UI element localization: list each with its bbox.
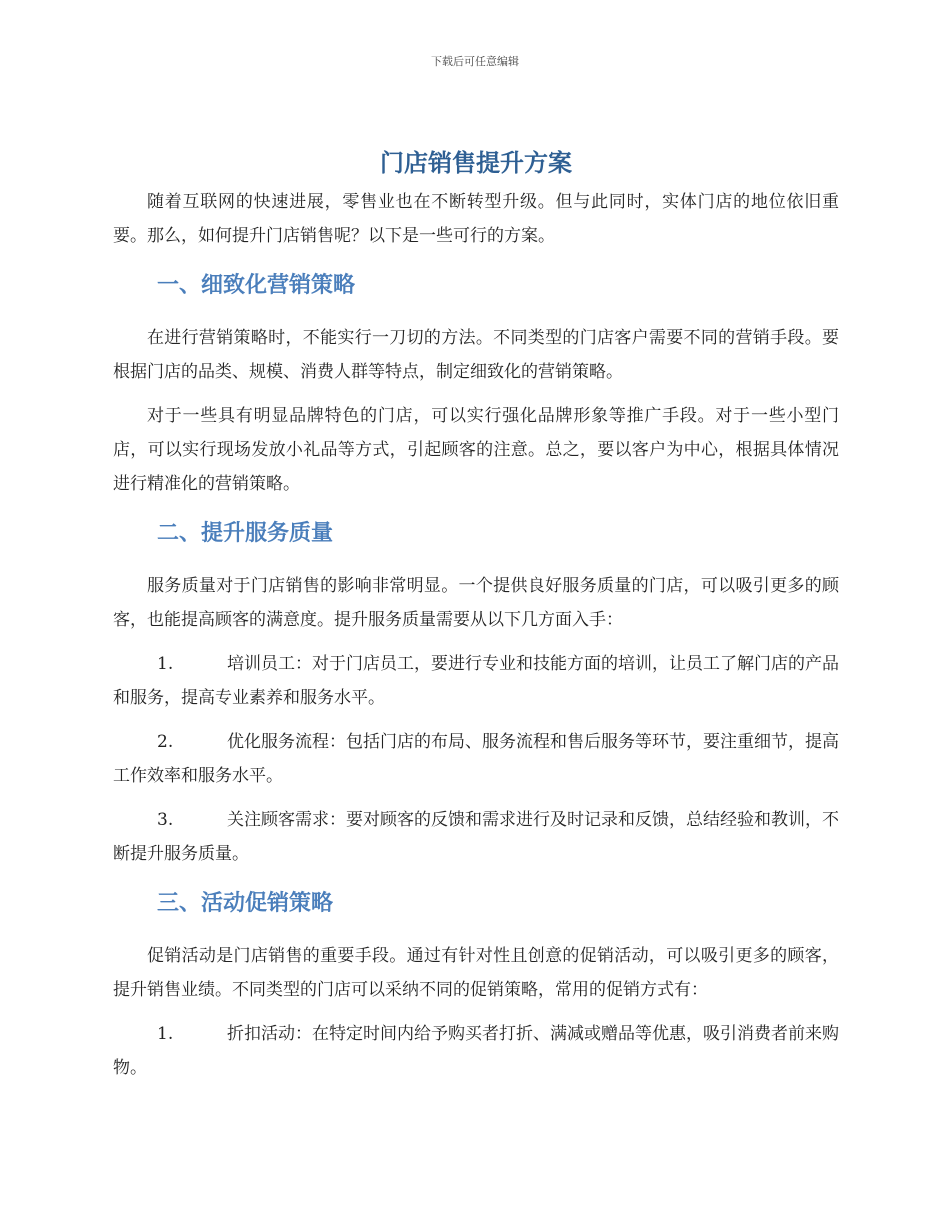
list-text: 折扣活动：在特定时间内给予购买者打折、满减或赠品等优惠，吸引消费者前来购物。 bbox=[113, 1024, 839, 1078]
list-item bbox=[113, 803, 839, 871]
section-paragraph: 服务质量对于门店销售的影响非常明显。一个提供良好服务质量的门店，可以吸引更多的顾客，也能提高顾客的满意度。提升服务质量需要从以下几方面入手： bbox=[113, 576, 839, 630]
header-note: 下载后可任意编辑 bbox=[431, 55, 519, 68]
section-heading: 三、活动促销策略 bbox=[157, 891, 334, 916]
section-paragraph: 促销活动是门店销售的重要手段。通过有针对性且创意的促销活动，可以吸引更多的顾客，提升销售业绩。不同类型的门店可以采纳不同的促销策略，常用的促销方式有： bbox=[113, 946, 839, 1000]
section-paragraph: 对于一些具有明显品牌特色的门店，可以实行强化品牌形象等推广手段。对于一些小型门店，可以实行现场发放小礼品等方式，引起顾客的注意。总之，要以客户为中心，根据具体情况进行精准化的营销策略。 bbox=[113, 406, 839, 494]
list-item bbox=[113, 647, 839, 715]
section-marketing-strategy bbox=[113, 265, 839, 501]
section-promotion-strategy bbox=[113, 883, 839, 1085]
list-text: 培训员工：对于门店员工，要进行专业和技能方面的培训，让员工了解门店的产品和服务，提高专业素养和服务水平。 bbox=[113, 654, 839, 708]
list-item bbox=[113, 725, 839, 793]
section-heading: 一、细致化营销策略 bbox=[157, 273, 356, 298]
section-paragraph: 在进行营销策略时，不能实行一刀切的方法。不同类型的门店客户需要不同的营销手段。要根据门店的品类、规模、消费人群等特点，制定细致化的营销策略。 bbox=[113, 328, 839, 382]
list-text: 优化服务流程：包括门店的布局、服务流程和售后服务等环节，要注重细节，提高工作效率和服务水平。 bbox=[113, 732, 839, 786]
list-number: 1. bbox=[157, 654, 174, 674]
document-title: 门店销售提升方案 bbox=[380, 149, 572, 177]
list-text: 关注顾客需求：要对顾客的反馈和需求进行及时记录和反馈，总结经验和教训，不断提升服务质量。 bbox=[113, 810, 839, 864]
list-number: 3. bbox=[157, 810, 174, 830]
section-service-quality bbox=[113, 513, 839, 871]
list-number: 2. bbox=[157, 732, 174, 752]
section-heading: 二、提升服务质量 bbox=[157, 521, 334, 546]
intro-paragraph: 随着互联网的快速进展，零售业也在不断转型升级。但与此同时，实体门店的地位依旧重要。那么，如何提升门店销售呢？以下是一些可行的方案。 bbox=[113, 192, 839, 246]
list-number: 1. bbox=[157, 1024, 174, 1044]
document-body bbox=[113, 143, 839, 1085]
list-item bbox=[113, 1017, 839, 1085]
